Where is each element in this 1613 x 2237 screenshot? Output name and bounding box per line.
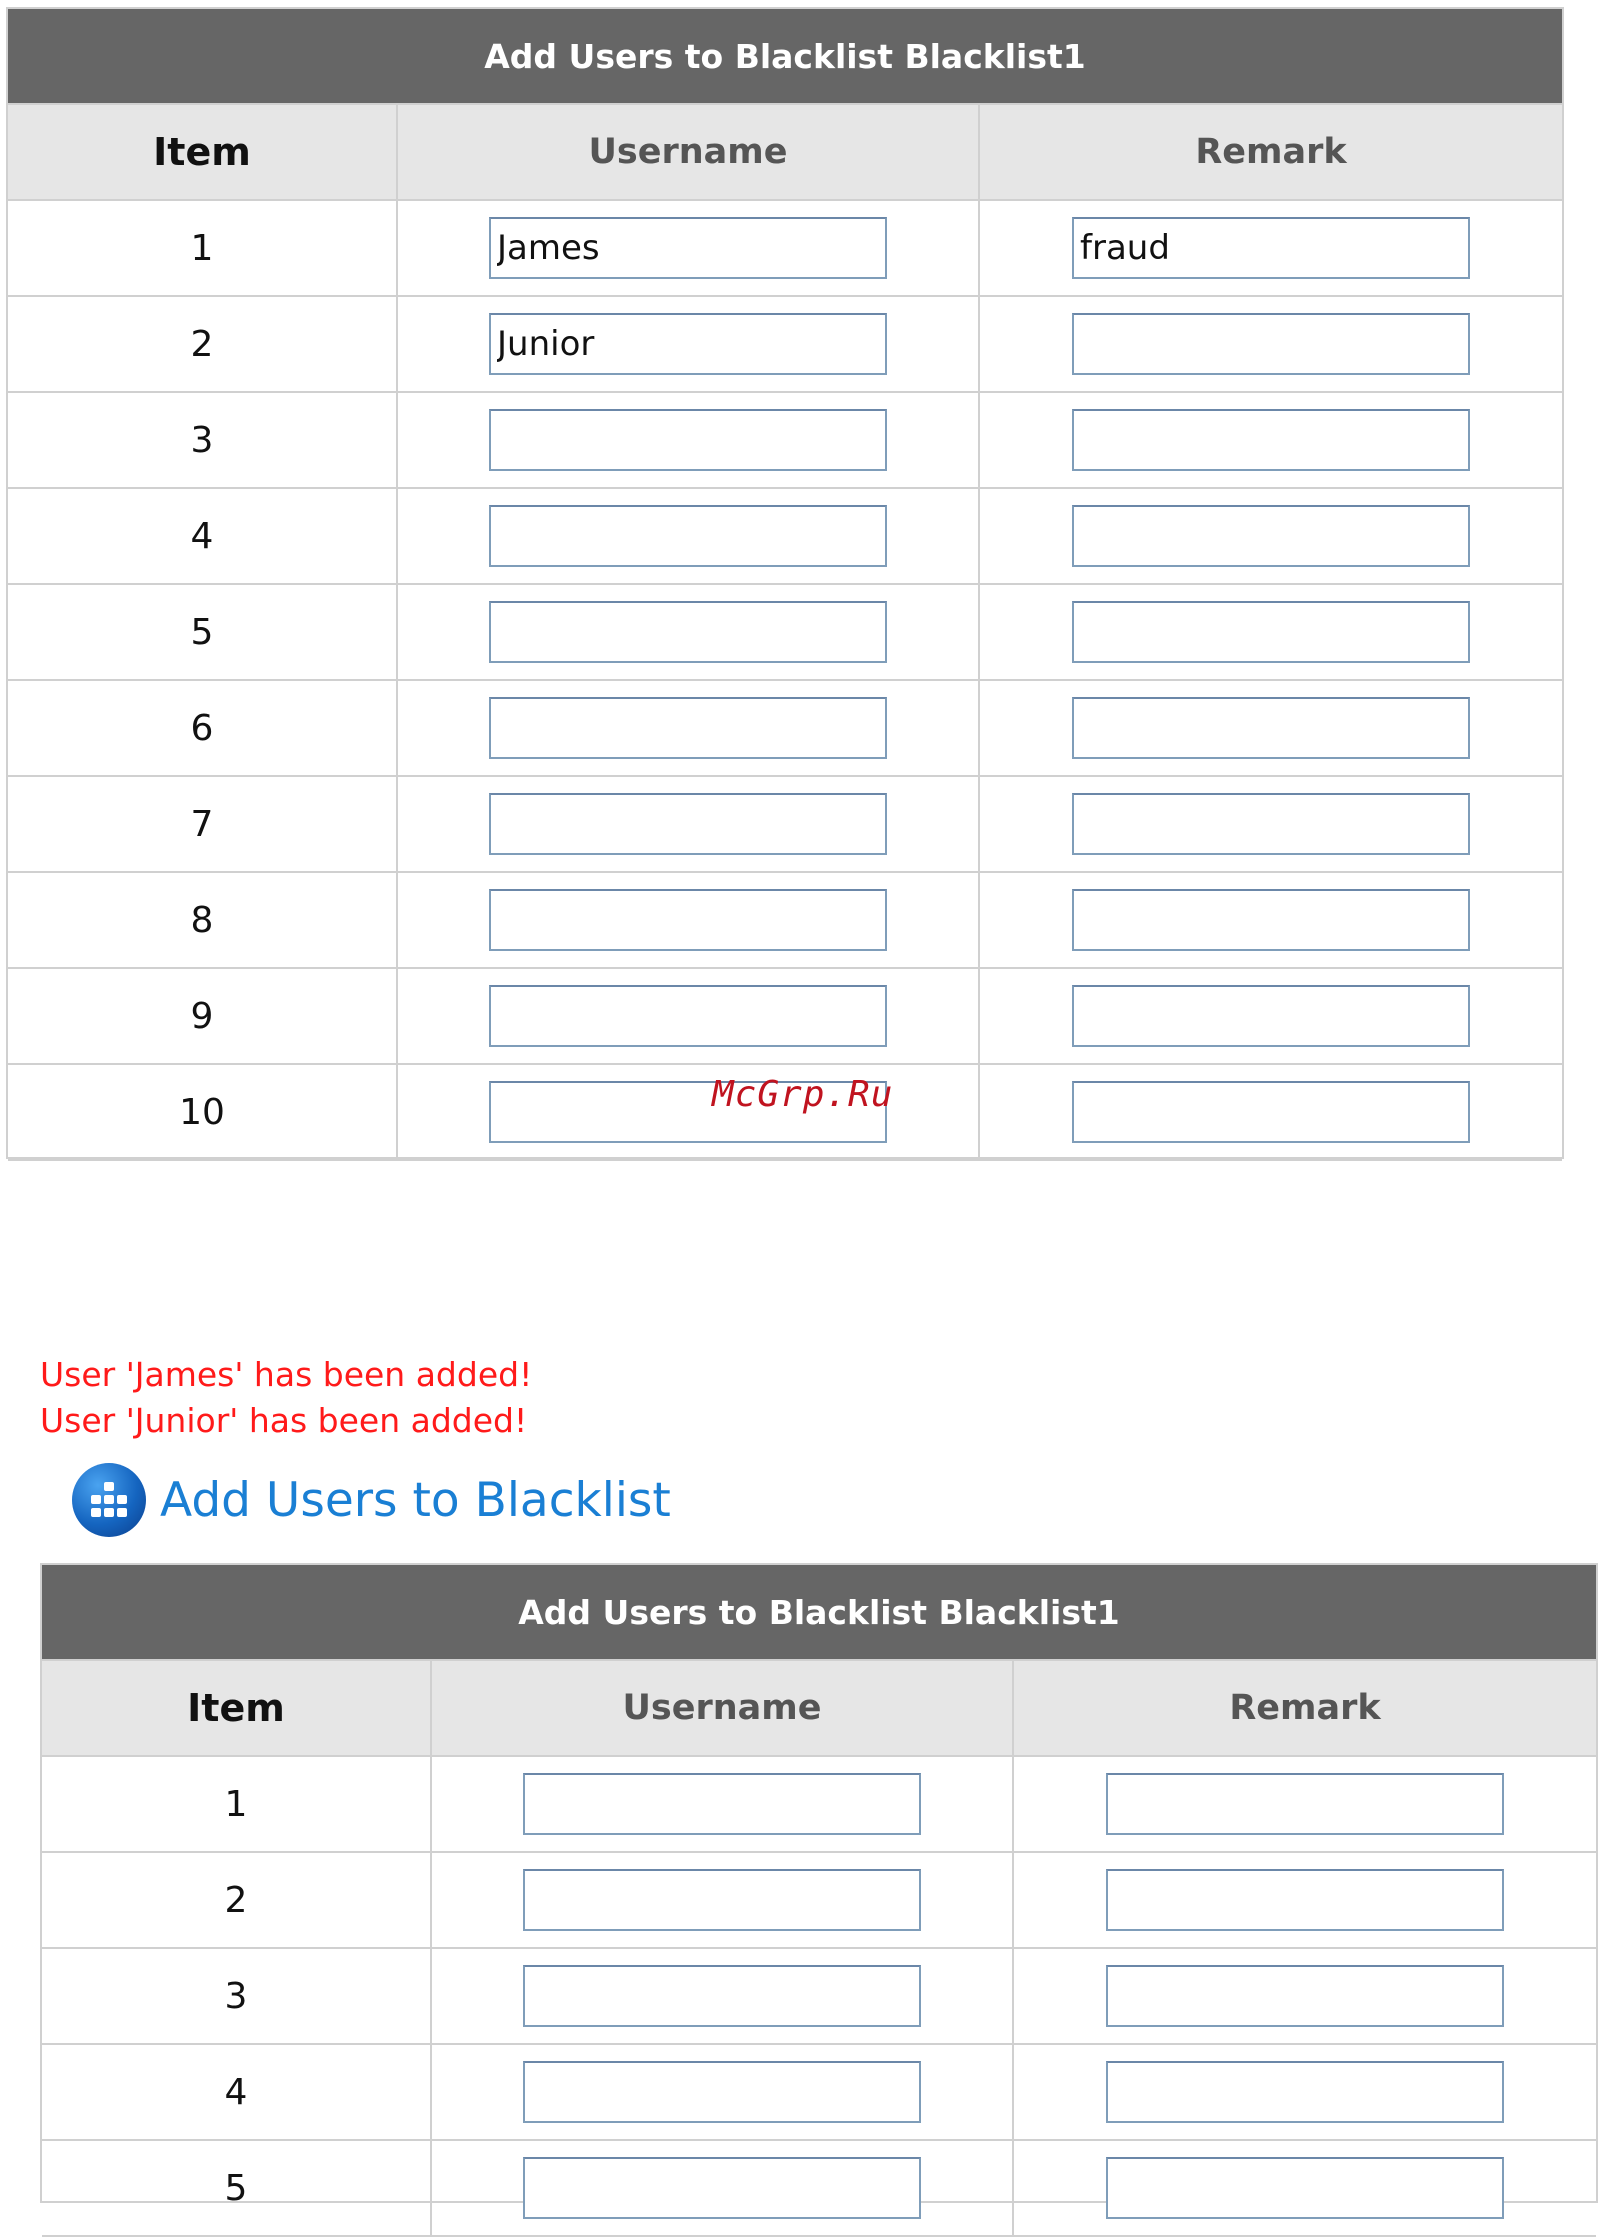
- table-row: [8, 777, 1562, 873]
- item-number: 4: [224, 2071, 248, 2113]
- item-column-header: Item: [187, 1686, 285, 1730]
- grid-icon: [72, 1463, 146, 1537]
- table-row: [8, 393, 1562, 489]
- remark-input[interactable]: [1072, 889, 1470, 951]
- table-row: [8, 969, 1562, 1065]
- blacklist-form-before: [6, 7, 1564, 1159]
- item-number: 7: [190, 803, 214, 845]
- remark-input[interactable]: [1072, 217, 1470, 279]
- item-number: 2: [190, 323, 214, 365]
- item-number: 3: [190, 419, 214, 461]
- blacklist-form-after: [40, 1563, 1598, 2209]
- remark-column-header: Remark: [1195, 132, 1347, 172]
- username-input[interactable]: [489, 985, 887, 1047]
- table-row: [8, 681, 1562, 777]
- item-number: 1: [190, 227, 214, 269]
- remark-input[interactable]: [1072, 793, 1470, 855]
- table-row: [8, 201, 1562, 297]
- table-row: [42, 2045, 1596, 2141]
- username-input[interactable]: [489, 409, 887, 471]
- item-column-header: Item: [153, 130, 251, 174]
- item-number: 4: [190, 515, 214, 557]
- remark-input[interactable]: [1072, 985, 1470, 1047]
- username-input[interactable]: [489, 313, 887, 375]
- table-header-row: [8, 105, 1562, 201]
- table-body: [8, 201, 1562, 1161]
- username-input[interactable]: [523, 2061, 921, 2123]
- table-header-row: [42, 1661, 1596, 1757]
- table-row: [8, 585, 1562, 681]
- item-number: 2: [224, 1879, 248, 1921]
- section-heading: [72, 1463, 671, 1537]
- form-title: Add Users to Blacklist Blacklist1: [42, 1565, 1596, 1661]
- remark-input[interactable]: [1106, 1773, 1504, 1835]
- username-input[interactable]: [489, 889, 887, 951]
- username-input[interactable]: [523, 1869, 921, 1931]
- username-input[interactable]: [489, 793, 887, 855]
- username-input[interactable]: [523, 2157, 921, 2219]
- item-number: 10: [179, 1091, 225, 1133]
- watermark-text: McGrp.Ru: [712, 1074, 894, 1115]
- username-input[interactable]: [523, 1773, 921, 1835]
- item-number: 5: [224, 2167, 248, 2209]
- status-message: User 'James' has been added!: [40, 1355, 533, 1394]
- table-body: [42, 1757, 1596, 2237]
- remark-input[interactable]: [1072, 313, 1470, 375]
- table-row: [8, 489, 1562, 585]
- remark-input[interactable]: [1072, 697, 1470, 759]
- table-row: [42, 1757, 1596, 1853]
- remark-input[interactable]: [1106, 1869, 1504, 1931]
- section-title: Add Users to Blacklist: [160, 1472, 671, 1528]
- remark-input[interactable]: [1106, 1965, 1504, 2027]
- remark-input[interactable]: [1106, 2157, 1504, 2219]
- status-messages: [40, 1352, 532, 1444]
- remark-input[interactable]: [1072, 1081, 1470, 1143]
- remark-input[interactable]: [1072, 505, 1470, 567]
- table-row: [8, 297, 1562, 393]
- username-input[interactable]: [489, 601, 887, 663]
- remark-input[interactable]: [1072, 409, 1470, 471]
- item-number: 9: [190, 995, 214, 1037]
- item-number: 3: [224, 1975, 248, 2017]
- username-column-header: Username: [588, 132, 788, 172]
- remark-input[interactable]: [1072, 601, 1470, 663]
- username-input[interactable]: [489, 217, 887, 279]
- username-column-header: Username: [622, 1688, 822, 1728]
- table-row: [8, 873, 1562, 969]
- remark-input[interactable]: [1106, 2061, 1504, 2123]
- remark-column-header: Remark: [1229, 1688, 1381, 1728]
- table-row: [42, 1949, 1596, 2045]
- item-number: 6: [190, 707, 214, 749]
- item-number: 1: [224, 1783, 248, 1825]
- username-input[interactable]: [523, 1965, 921, 2027]
- form-title: Add Users to Blacklist Blacklist1: [8, 9, 1562, 105]
- item-number: 8: [190, 899, 214, 941]
- status-message: User 'Junior' has been added!: [40, 1401, 528, 1440]
- table-row: [42, 2141, 1596, 2237]
- item-number: 5: [190, 611, 214, 653]
- username-input[interactable]: [489, 697, 887, 759]
- username-input[interactable]: [489, 505, 887, 567]
- table-row: [42, 1853, 1596, 1949]
